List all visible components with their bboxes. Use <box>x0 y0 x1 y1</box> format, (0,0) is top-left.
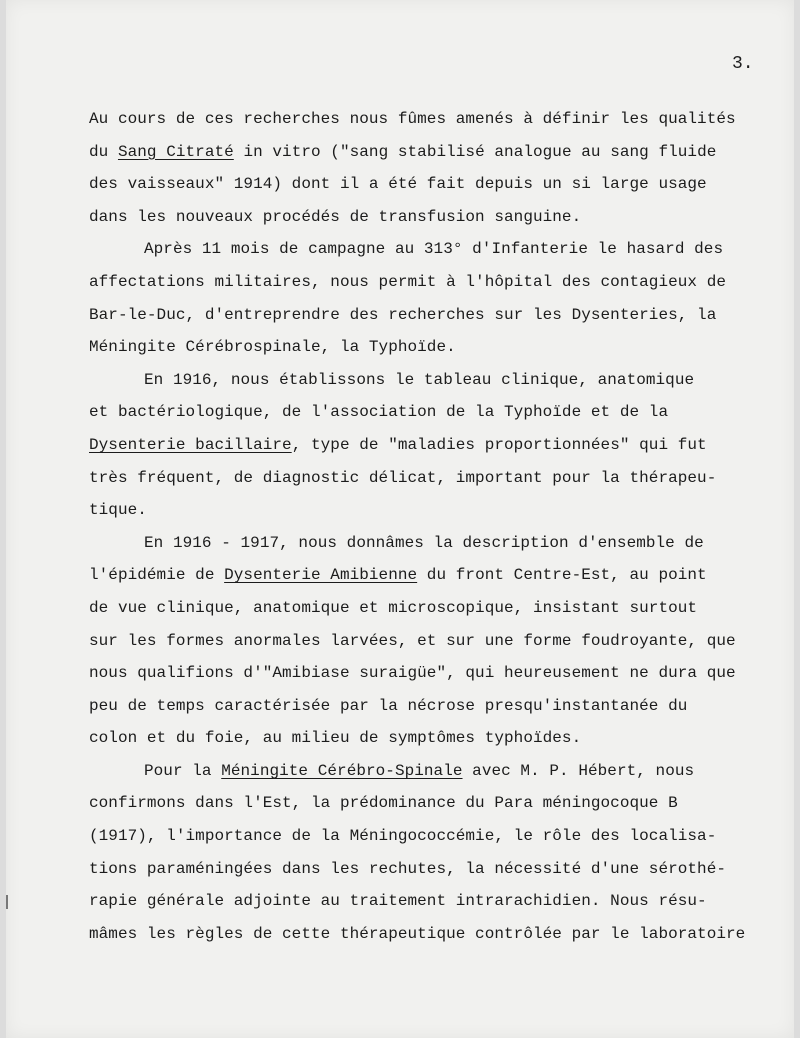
text-line: de vue clinique, anatomique et microscopique, insistant surtout <box>89 598 698 617</box>
text-line: rapie générale adjointe au traitement intrarachidien. Nous résu- <box>89 892 707 911</box>
text-line: des vaisseaux" 1914) dont il a été fait depuis un si large usage <box>89 175 707 194</box>
page-number: 3. <box>732 54 754 74</box>
paragraph-sang-citrate <box>89 103 779 233</box>
underlined-term-dysenterie-amibienne: Dysenterie Amibienne <box>224 566 418 585</box>
binding-mark <box>6 895 8 909</box>
underlined-term-meningite-cerebro-spinale: Méningite Cérébro-Spinale <box>221 761 463 780</box>
text-line: Bar-le-Duc, d'entreprendre des recherches sur les Dysenteries, la <box>89 305 717 324</box>
text-line: très fréquent, de diagnostic délicat, important pour la thérapeu- <box>89 468 717 487</box>
text-line: et bactériologique, de l'association de la Typhoïde et de la <box>89 403 669 422</box>
text-line: sur les formes anormales larvées, et sur une forme foudroyante, que <box>89 631 736 650</box>
text-line: Dysenterie bacillaire, type de "maladies proportionnées" qui fut <box>89 435 707 454</box>
paragraph-dysenterie-amibienne <box>89 527 779 755</box>
text-line: peu de temps caractérisée par la nécrose presqu'instantanée du <box>89 696 688 715</box>
underlined-term-dysenterie-bacillaire: Dysenterie bacillaire <box>89 435 292 454</box>
text-line: du Sang Citraté in vitro ("sang stabilisé analogue au sang fluide <box>89 142 717 161</box>
text-line: mâmes les règles de cette thérapeutique contrôlée par le laboratoire <box>89 924 746 943</box>
text-line: En 1916 - 1917, nous donnâmes la description d'ensemble de <box>144 533 704 552</box>
text-line: Au cours de ces recherches nous fûmes amenés à définir les qualités <box>89 110 736 128</box>
text-line: En 1916, nous établissons le tableau clinique, anatomique <box>144 370 695 389</box>
document-page <box>6 0 794 1038</box>
paragraph-bar-le-duc <box>89 233 779 363</box>
document-body <box>89 103 779 950</box>
text-line: tique. <box>89 501 147 520</box>
text-line: tions paraméningées dans les rechutes, la nécessité d'une sérothé- <box>89 859 727 878</box>
text-line: confirmons dans l'Est, la prédominance du Para méningocoque B <box>89 794 678 813</box>
text-line: colon et du foie, au milieu de symptômes typhoïdes. <box>89 729 582 748</box>
text-line: Méningite Cérébrospinale, la Typhoïde. <box>89 338 456 357</box>
text-line: (1917), l'importance de la Méningococcémie, le rôle des localisa- <box>89 827 717 846</box>
text-line: dans les nouveaux procédés de transfusion sanguine. <box>89 207 582 226</box>
text-line: l'épidémie de Dysenterie Amibienne du front Centre-Est, au point <box>89 566 707 585</box>
paragraph-typhoide-dysenterie <box>89 364 779 527</box>
paragraph-meningite <box>89 755 779 951</box>
underlined-term-sang-citrate: Sang Citraté <box>117 142 234 161</box>
text-line: nous qualifions d'"Amibiase suraigüe", qui heureusement ne dura que <box>89 664 736 683</box>
text-line: affectations militaires, nous permit à l'hôpital des contagieux de <box>89 272 727 291</box>
text-line: Après 11 mois de campagne au 313° d'Infanterie le hasard des <box>144 240 724 259</box>
text-line: Pour la Méningite Cérébro-Spinale avec M. P. Hébert, nous <box>144 761 695 780</box>
